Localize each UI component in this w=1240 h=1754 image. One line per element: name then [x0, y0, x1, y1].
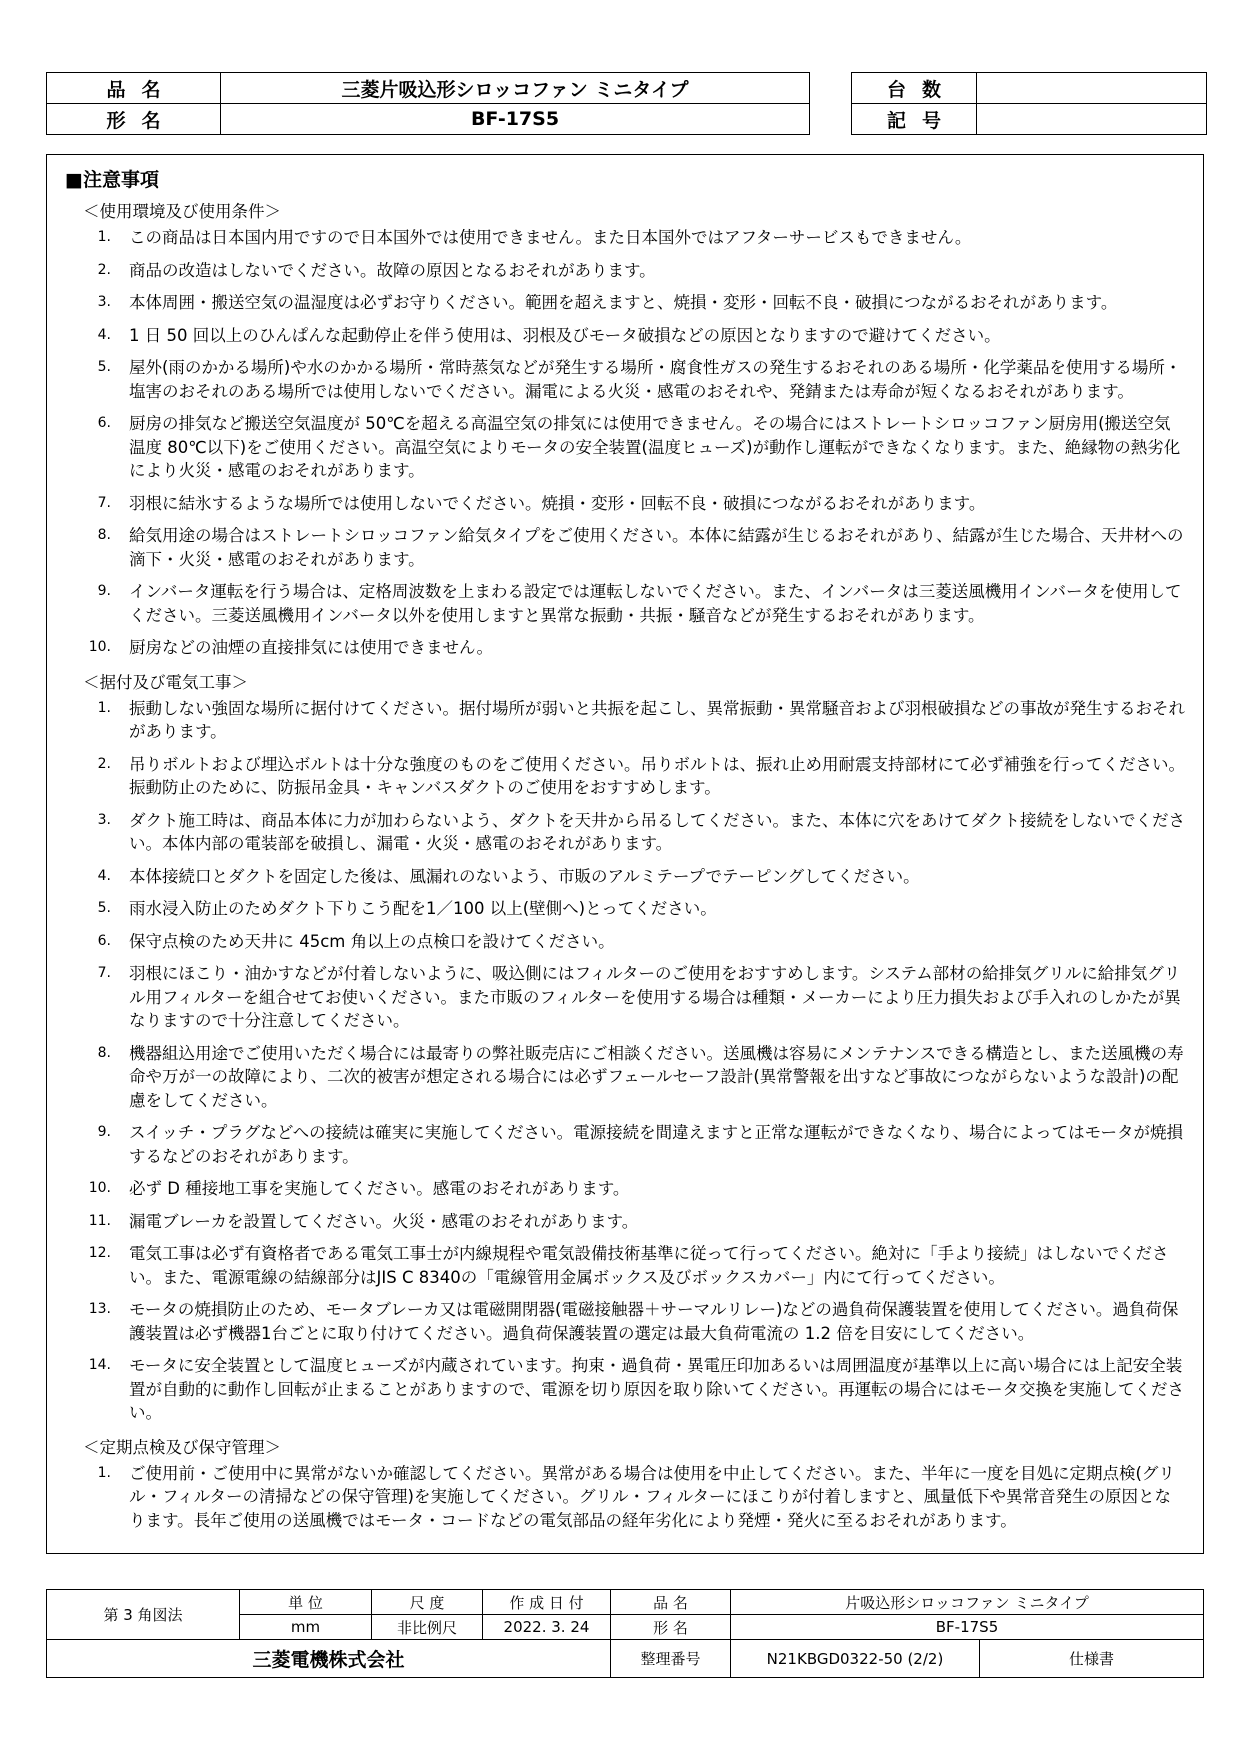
list-item	[61, 962, 1189, 1033]
footer-model-label: 形 名	[611, 1615, 731, 1640]
item-number: 2.	[97, 261, 111, 278]
item-text: スイッチ・プラグなどへの接続は確実に実施してください。電源接続を間違えますと正常な運転ができなくなり、場合によってはモータが焼損するなどのおそれがあります。	[129, 1123, 1184, 1166]
document-type: 仕様書	[980, 1640, 1204, 1678]
item-text: モータに安全装置として温度ヒューズが内蔵されています。拘束・過負荷・異電圧印加あるいは周囲温度が基準以上に高い場合には上記安全装置が自動的に動作し回転が止まることがありますので、電源を切り原因を取り除いてください。再運転の場合にはモータ交換を実施してください。	[129, 1356, 1185, 1422]
item-number: 2.	[97, 755, 111, 772]
item-number: 1.	[97, 699, 111, 716]
item-number: 11.	[88, 1212, 111, 1229]
item-number: 6.	[97, 415, 111, 431]
item-number: 7.	[97, 494, 111, 511]
model-value: BF-17S5	[221, 104, 810, 135]
scale-label: 尺 度	[372, 1590, 483, 1615]
item-text: 厨房の排気など搬送空気温度が 50℃を超える高温空気の排気には使用できません。その場合にはストレートシロッコファン厨房用(搬送空気温度 80℃以下)をご使用ください。高温空気によりモータの安全装置(温度ヒューズ)が動作し運転ができなくなります。また、絶縁物の熱劣化により火災・感電のおそれがあります。	[129, 414, 1181, 480]
item-text: 保守点検のため天井に 45cm 角以上の点検口を設けてください。	[129, 931, 615, 951]
item-number: 9.	[97, 1124, 111, 1140]
reference-number-value: N21KBGD0322-50 (2/2)	[731, 1640, 980, 1678]
list-item	[61, 753, 1189, 800]
header-count-table	[851, 72, 1207, 135]
quantity-label: 台数	[852, 73, 977, 104]
date-value: 2022. 3. 24	[483, 1615, 611, 1640]
title-block	[46, 1589, 1204, 1678]
list-item	[61, 1298, 1189, 1345]
item-number: 5.	[97, 359, 111, 375]
item-text: ダクト施工時は、商品本体に力が加わらないよう、ダクトを天井から吊るしてください。また、本体に穴をあけてダクト接続をしないでください。本体内部の電装部を破損し、漏電・火災・感電のおそれがあります。	[129, 810, 1185, 853]
item-number: 12.	[88, 1245, 111, 1261]
item-number: 9.	[97, 583, 111, 599]
section-heading-installation: ＜据付及び電気工事＞	[83, 672, 248, 692]
item-text: 本体接続口とダクトを固定した後は、風漏れのないよう、市販のアルミテープでテーピングしてください。	[129, 866, 920, 886]
company-name: 三菱電機株式会社	[47, 1640, 611, 1678]
list-item	[61, 1210, 1189, 1234]
list-item	[61, 356, 1189, 403]
item-text: ご使用前・ご使用中に異常がないか確認してください。異常がある場合は使用を中止してください。また、半年に一度を目処に定期点検(グリル・フィルターの清掃などの保守管理)を実施してください。グリル・フィルターにほこりが付着しますと、風量低下や異常音発生の原因となります。長年ご使用の送風機ではモータ・コードなどの電気部品の経年劣化により発煙・発火に至るおそれがあります。	[129, 1463, 1175, 1530]
item-number: 3.	[97, 811, 111, 828]
item-number: 5.	[97, 900, 111, 916]
item-number: 3.	[97, 294, 111, 310]
item-number: 14.	[88, 1357, 111, 1373]
item-number: 1.	[97, 229, 111, 245]
list-item	[61, 697, 1189, 744]
date-label: 作 成 日 付	[483, 1590, 611, 1615]
list-item	[61, 1242, 1189, 1289]
list-item	[61, 324, 1189, 348]
header-product-table	[46, 72, 810, 135]
item-number: 10.	[88, 1180, 111, 1196]
item-number: 10.	[88, 639, 111, 655]
item-text: 商品の改造はしないでください。故障の原因となるおそれがあります。	[129, 260, 656, 280]
item-number: 1.	[97, 1464, 111, 1481]
symbol-value	[977, 104, 1207, 135]
unit-label: 単 位	[240, 1590, 372, 1615]
item-text: この商品は日本国内用ですので日本国外では使用できません。また日本国外ではアフターサービスもできません。	[129, 228, 972, 247]
notice-box	[46, 154, 1204, 1554]
list-item	[61, 1177, 1189, 1201]
product-name-label: 品名	[47, 73, 221, 104]
symbol-label: 記号	[852, 104, 977, 135]
item-number: 7.	[97, 965, 111, 981]
list-item	[61, 809, 1189, 856]
scale-value: 非比例尺	[372, 1615, 483, 1640]
item-text: 給気用途の場合はストレートシロッコファン給気タイプをご使用ください。本体に結露が生じるおそれがあり、結露が生じた場合、天井材への滴下・火災・感電のおそれがあります。	[129, 526, 1184, 569]
quantity-value	[977, 73, 1207, 104]
item-text: 1 日 50 回以上のひんぱんな起動停止を伴う使用は、羽根及びモータ破損などの原因となりますので避けてください。	[129, 325, 1001, 345]
item-text: 振動しない強固な場所に据付けてください。据付場所が弱いと共振を起こし、異常振動・異常騒音および羽根破損などの事故が発生するおそれがあります。	[129, 698, 1185, 741]
list-item	[61, 226, 1189, 250]
item-number: 8.	[97, 1044, 111, 1061]
item-text: 漏電ブレーカを設置してください。火災・感電のおそれがあります。	[129, 1211, 639, 1231]
model-label: 形名	[47, 104, 221, 135]
item-number: 6.	[97, 932, 111, 949]
item-text: 羽根にほこり・油かすなどが付着しないように、吸込側にはフィルターのご使用をおすすめします。システム部材の給排気グリルに給排気グリル用フィルターを組合せてお使いください。また市販のフィルターを使用する場合は種類・メーカーにより圧力損失および手入れのしかたが異なりますので十分注意してください。	[129, 964, 1181, 1030]
item-number: 13.	[88, 1301, 111, 1317]
item-text: 必ず D 種接地工事を実施してください。感電のおそれがあります。	[129, 1179, 630, 1198]
footer-product-label: 品 名	[611, 1590, 731, 1615]
item-text: 吊りボルトおよび埋込ボルトは十分な強度のものをご使用ください。吊りボルトは、振れ止め用耐震支持部材にて必ず補強を行ってください。	[129, 754, 1185, 774]
item-text: 本体周囲・搬送空気の温湿度は必ずお守りください。範囲を超えますと、焼損・変形・回転不良・破損につながるおそれがあります。	[129, 293, 1118, 312]
item-text: 機器組込用途でご使用いただく場合には最寄りの弊社販売店にご相談ください。送風機は容易にメンテナンスできる構造とし、また送風機の寿命や万が一の故障により、二次的被害が想定される場合には必ずフェールセーフ設計(異常警報を出すなど事故につながらないような設計)の配慮をしてください。	[129, 1043, 1184, 1110]
list-item	[61, 1042, 1189, 1113]
list-item	[61, 636, 1189, 660]
item-text: 雨水浸入防止のためダクト下りこう配を1／100 以上(壁側へ)とってください。	[129, 899, 717, 918]
list-item	[61, 930, 1189, 954]
list-item	[61, 865, 1189, 889]
item-text: 羽根に結氷するような場所では使用しないでください。焼損・変形・回転不良・破損につながるおそれがあります。	[129, 493, 986, 513]
footer-product-value: 片吸込形シロッコファン ミニタイプ	[731, 1590, 1204, 1615]
reference-number-label: 整理番号	[611, 1640, 731, 1678]
list-item	[61, 291, 1189, 315]
unit-value: mm	[240, 1615, 372, 1640]
list-item	[61, 259, 1189, 283]
list-item	[61, 1462, 1189, 1533]
section-heading-maintenance: ＜定期点検及び保守管理＞	[83, 1437, 281, 1457]
projection-method: 第 3 角図法	[47, 1590, 240, 1640]
item-number: 8.	[97, 527, 111, 543]
item-text: 厨房などの油煙の直接排気には使用できません。	[129, 638, 493, 657]
list-item	[61, 897, 1189, 921]
list-item	[61, 1121, 1189, 1168]
notice-title: ■注意事項	[65, 169, 159, 191]
item-text: 電気工事は必ず有資格者である電気工事士が内線規程や電気設備技術基準に従って行ってください。絶対に「手より接続」はしないでください。また、電源電線の結線部分はJIS C 8340の「電線管用金属ボックス及びボックスカバー」内にて行ってください。	[129, 1244, 1169, 1287]
item-text: インバータ運転を行う場合は、定格周波数を上まわる設定では運転しないでください。また、インバータは三菱送風機用インバータを使用してください。三菱送風機用インバータ以外を使用しますと異常な振動・共振・騒音などが発生するおそれがあります。	[129, 582, 1182, 625]
product-name-value: 三菱片吸込形シロッコファン ミニタイプ	[221, 73, 810, 104]
list-item	[61, 492, 1189, 516]
section-heading-usage: ＜使用環境及び使用条件＞	[83, 202, 281, 221]
item-number: 4.	[97, 867, 111, 884]
item-text: 屋外(雨のかかる場所)や水のかかる場所・常時蒸気などが発生する場所・腐食性ガスの発生するおそれのある場所・化学薬品を使用する場所・塩害のおそれのある場所では使用しないでください。漏電による火災・感電のおそれや、発錆または寿命が短くなるおそれがあります。	[129, 358, 1182, 401]
item-text: モータの焼損防止のため、モータブレーカ又は電磁開閉器(電磁接触器＋サーマルリレー)などの過負荷保護装置を使用してください。過負荷保護装置は必ず機器1台ごとに取り付けてください。過負荷保護装置の選定は最大負荷電流の 1.2 倍を目安にしてください。	[129, 1300, 1179, 1343]
footer-model-value: BF-17S5	[731, 1615, 1204, 1640]
item-text-continuation: 振動防止のために、防振吊金具・キャンバスダクトのご使用をおすすめします。	[129, 778, 721, 797]
item-number: 4.	[97, 326, 111, 343]
list-item	[61, 524, 1189, 571]
list-item	[61, 412, 1189, 483]
list-item	[61, 580, 1189, 627]
list-item	[61, 1354, 1189, 1425]
